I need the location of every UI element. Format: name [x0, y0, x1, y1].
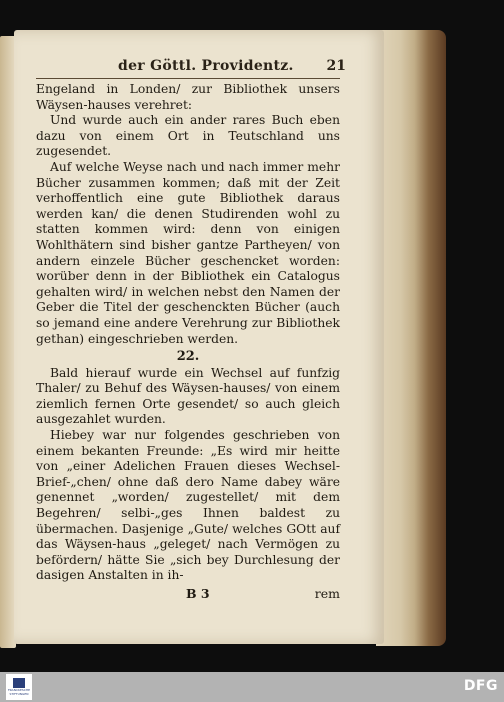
running-head: der Göttl. Providentz.: [118, 58, 294, 74]
signature-mark: B 3: [186, 586, 210, 601]
book-page: [14, 30, 384, 644]
page-text: [36, 82, 340, 584]
viewer-footer-bar: [0, 672, 504, 702]
page-header: [48, 58, 346, 80]
catchword: rem: [314, 586, 340, 601]
page-number: 21: [326, 58, 346, 74]
paragraph: Und wurde auch ein ander rares Buch eben dazu von einem Ort in Teutschland uns zugesendet.: [36, 113, 340, 159]
francke-foundation-logo: [6, 674, 32, 700]
page-footer: [36, 586, 340, 604]
logo-caption: FRANCKESCHE STIFTUNGEN: [7, 688, 31, 696]
paragraph: Auf welche Weyse nach und nach immer mehr Bücher zusammen kommen; daß mit der Zeit verhoffentlich eine gute Bibliothek daraus werden kan/ die denen Studirenden wohl zu statten kommen wird: denn von einigen Wohlthätern sind bisher gantze Partheyen/ von andern einzele Bücher geschencket worden: worüber denn in der Bibliothek ein Catalogus gehalten wird/ in welchen nebst den Namen der Geber die Titel der geschenckten Bücher (auch so jemand eine andere Verehrung zur Bibliothek gethan) eingeschrieben werden.: [36, 159, 340, 346]
paragraph: Engeland in Londen/ zur Bibliothek unsers Wäysen-hauses verehret:: [36, 82, 340, 112]
logo-emblem-icon: [13, 678, 25, 688]
paragraph: Bald hierauf wurde ein Wechsel auf funfzig Thaler/ zu Behuf des Wäysen-hauses/ von einem ziemlich fernen Orte gesendet/ so auch gleich ausgezahlet wurden.: [36, 365, 340, 427]
section-number: 22.: [176, 349, 200, 365]
header-rule: [36, 78, 340, 79]
book-page-edges: [376, 30, 446, 646]
dfg-logo: DFG: [463, 678, 498, 694]
paragraph: Hiebey war nur folgendes geschrieben von einem bekanten Freunde: „Es wird mir heitte von „einer Adelichen Frauen dieses Wechsel-Brief-„chen/ ohne daß dero Name dabey wäre genennet „worden/ zugestellet/ mit dem Begehren/ selbi-„ges Ihnen baldest zu übermachen. Dasjenige „Gute/ welches GOtt auf das Wäysen-haus „geleget/ nach Vermögen zu befördern/ hätte Sie „sich bey Durchlesung der dasigen Anstalten in ih-: [36, 428, 340, 583]
